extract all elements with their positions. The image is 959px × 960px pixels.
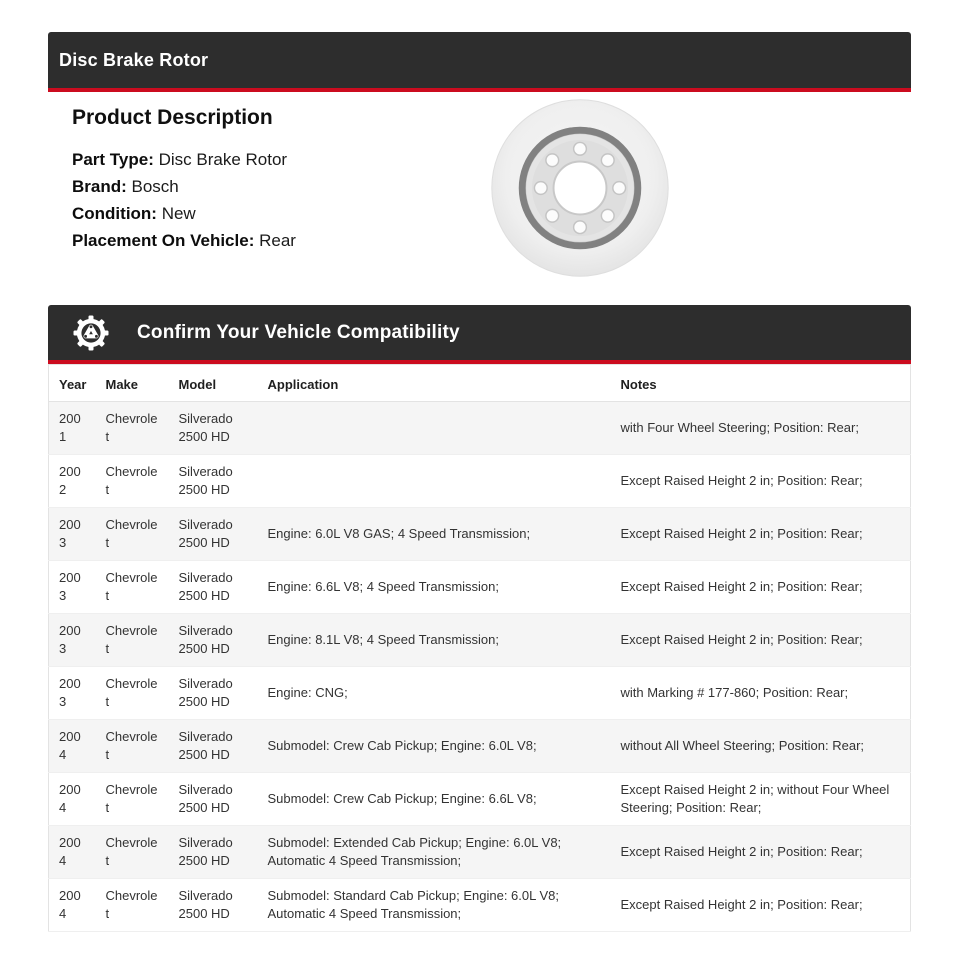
cell-notes: Except Raised Height 2 in; Position: Rear;: [611, 614, 911, 667]
table-row: [49, 614, 911, 667]
cell-application: Submodel: Crew Cab Pickup; Engine: 6.6L V8;: [258, 773, 611, 826]
column-header-make: Make: [96, 365, 169, 402]
cell-notes: with Four Wheel Steering; Position: Rear;: [611, 402, 911, 455]
compatibility-heading: Confirm Your Vehicle Compatibility: [137, 321, 460, 343]
cell-model: Silverado 2500 HD: [169, 879, 258, 932]
cell-make: Chevrolet: [96, 667, 169, 720]
table-row: [49, 720, 911, 773]
table-row: [49, 508, 911, 561]
cell-year: 2001: [49, 402, 96, 455]
compatibility-header-bar: [48, 305, 911, 360]
field-label: Part Type:: [72, 150, 154, 169]
field-value: Rear: [259, 231, 296, 250]
cell-application: Engine: 6.0L V8 GAS; 4 Speed Transmission;: [258, 508, 611, 561]
field-label: Brand:: [72, 177, 127, 196]
cell-year: 2004: [49, 773, 96, 826]
cell-notes: Except Raised Height 2 in; Position: Rear;: [611, 826, 911, 879]
cell-make: Chevrolet: [96, 614, 169, 667]
cell-application: Submodel: Crew Cab Pickup; Engine: 6.0L V8;: [258, 720, 611, 773]
page-container: [48, 0, 911, 932]
cell-model: Silverado 2500 HD: [169, 826, 258, 879]
cell-application: [258, 455, 611, 508]
cell-model: Silverado 2500 HD: [169, 561, 258, 614]
product-title: Disc Brake Rotor: [59, 49, 209, 70]
compat-table-body: [49, 402, 911, 932]
cell-notes: with Marking # 177-860; Position: Rear;: [611, 667, 911, 720]
table-row: [49, 455, 911, 508]
cell-notes: without All Wheel Steering; Position: Rear;: [611, 720, 911, 773]
product-description-section: [48, 92, 911, 305]
column-header-notes: Notes: [611, 365, 911, 402]
cell-year: 2003: [49, 561, 96, 614]
cell-notes: Except Raised Height 2 in; Position: Rear;: [611, 879, 911, 932]
table-row: [49, 879, 911, 932]
cell-notes: Except Raised Height 2 in; Position: Rear;: [611, 508, 911, 561]
cell-year: 2004: [49, 879, 96, 932]
cell-year: 2003: [49, 614, 96, 667]
cell-application: Submodel: Extended Cab Pickup; Engine: 6.0L V8; Automatic 4 Speed Transmission;: [258, 826, 611, 879]
gear-chain-icon: [71, 313, 111, 353]
cell-make: Chevrolet: [96, 402, 169, 455]
cell-notes: Except Raised Height 2 in; Position: Rear;: [611, 455, 911, 508]
cell-year: 2002: [49, 455, 96, 508]
table-row: [49, 561, 911, 614]
cell-model: Silverado 2500 HD: [169, 667, 258, 720]
cell-make: Chevrolet: [96, 773, 169, 826]
cell-notes: Except Raised Height 2 in; Position: Rear;: [611, 561, 911, 614]
cell-year: 2004: [49, 720, 96, 773]
product-title-bar: [48, 32, 911, 88]
cell-model: Silverado 2500 HD: [169, 720, 258, 773]
cell-year: 2003: [49, 667, 96, 720]
cell-application: Engine: 6.6L V8; 4 Speed Transmission;: [258, 561, 611, 614]
cell-year: 2004: [49, 826, 96, 879]
table-row: [49, 773, 911, 826]
cell-make: Chevrolet: [96, 455, 169, 508]
column-header-application: Application: [258, 365, 611, 402]
field-value: New: [161, 204, 196, 223]
cell-model: Silverado 2500 HD: [169, 508, 258, 561]
cell-make: Chevrolet: [96, 720, 169, 773]
field-value: Disc Brake Rotor: [158, 150, 288, 169]
cell-notes: Except Raised Height 2 in; without Four Wheel Steering; Position: Rear;: [611, 773, 911, 826]
cell-make: Chevrolet: [96, 561, 169, 614]
cell-make: Chevrolet: [96, 879, 169, 932]
cell-application: [258, 402, 611, 455]
cell-model: Silverado 2500 HD: [169, 614, 258, 667]
table-row: [49, 667, 911, 720]
product-image-rotor: [482, 90, 678, 286]
cell-year: 2003: [49, 508, 96, 561]
column-header-year: Year: [49, 365, 96, 402]
field-label: Condition:: [72, 204, 157, 223]
table-row: [49, 402, 911, 455]
compat-table-header: [49, 365, 911, 402]
field-value: Bosch: [131, 177, 179, 196]
column-header-model: Model: [169, 365, 258, 402]
cell-model: Silverado 2500 HD: [169, 455, 258, 508]
table-row: [49, 826, 911, 879]
description-heading: Product Description: [72, 106, 273, 129]
field-label: Placement On Vehicle:: [72, 231, 255, 250]
cell-model: Silverado 2500 HD: [169, 773, 258, 826]
compatibility-table: [48, 364, 911, 932]
cell-make: Chevrolet: [96, 508, 169, 561]
cell-application: Engine: 8.1L V8; 4 Speed Transmission;: [258, 614, 611, 667]
cell-make: Chevrolet: [96, 826, 169, 879]
cell-application: Submodel: Standard Cab Pickup; Engine: 6.0L V8; Automatic 4 Speed Transmission;: [258, 879, 611, 932]
cell-model: Silverado 2500 HD: [169, 402, 258, 455]
cell-application: Engine: CNG;: [258, 667, 611, 720]
